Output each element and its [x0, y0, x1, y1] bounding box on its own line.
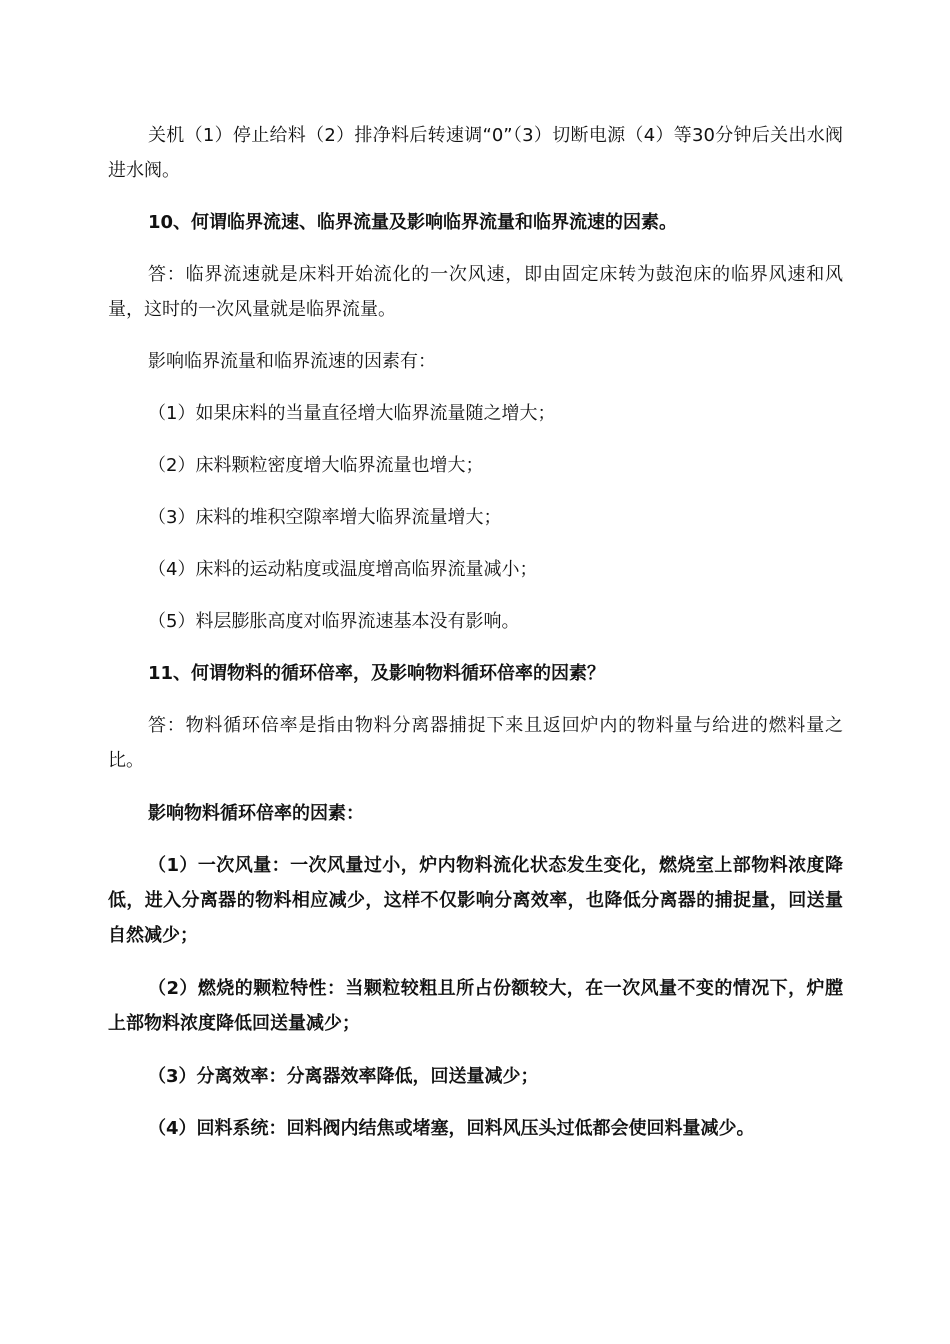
paragraph-shutdown-steps: 关机（1）停止给料（2）排净料后转速调“0”（3）切断电源（4）等30分钟后关出水阀进水阀。: [108, 125, 843, 181]
question-10-heading: 10、何谓临界流速、临界流量及影响临界流量和临界流速的因素。: [148, 212, 678, 233]
answer-11-factors-intro: 影响物料循环倍率的因素：: [148, 803, 364, 824]
answer-10-factor-2: （2）床料颗粒密度增大临界流量也增大；: [148, 455, 484, 476]
answer-10-factor-3: （3）床料的堆积空隙率增大临界流量增大；: [148, 507, 502, 528]
answer-11-factor-2: （2）燃烧的颗粒特性：当颗粒较粗且所占份额较大，在一次风量不变的情况下，炉膛上部物料浓度降低回送量减少；: [108, 978, 843, 1034]
document-body: [108, 118, 843, 1146]
question-11-heading: 11、何谓物料的循环倍率，及影响物料循环倍率的因素？: [148, 663, 606, 684]
answer-11-definition: 答：物料循环倍率是指由物料分离器捕捉下来且返回炉内的物料量与给进的燃料量之比。: [108, 715, 843, 771]
answer-10-factor-5: （5）料层膨胀高度对临界流速基本没有影响。: [148, 611, 520, 632]
answer-11-factor-4: （4）回料系统：回料阀内结焦或堵塞，回料风压头过低都会使回料量减少。: [148, 1118, 755, 1139]
answer-10-definition: 答：临界流速就是床料开始流化的一次风速，即由固定床转为鼓泡床的临界风速和风量，这时的一次风量就是临界流量。: [108, 264, 843, 320]
answer-10-factor-4: （4）床料的运动粘度或温度增高临界流量减小；: [148, 559, 538, 580]
answer-11-factor-1: （1）一次风量：一次风量过小，炉内物料流化状态发生变化，燃烧室上部物料浓度降低，进入分离器的物料相应减少，这样不仅影响分离效率，也降低分离器的捕捉量，回送量自然减少；: [108, 855, 843, 946]
answer-10-factor-1: （1）如果床料的当量直径增大临界流量随之增大；: [148, 403, 556, 424]
answer-11-factor-3: （3）分离效率：分离器效率降低，回送量减少；: [148, 1066, 539, 1087]
answer-10-factors-intro: 影响临界流量和临界流速的因素有：: [148, 351, 436, 372]
